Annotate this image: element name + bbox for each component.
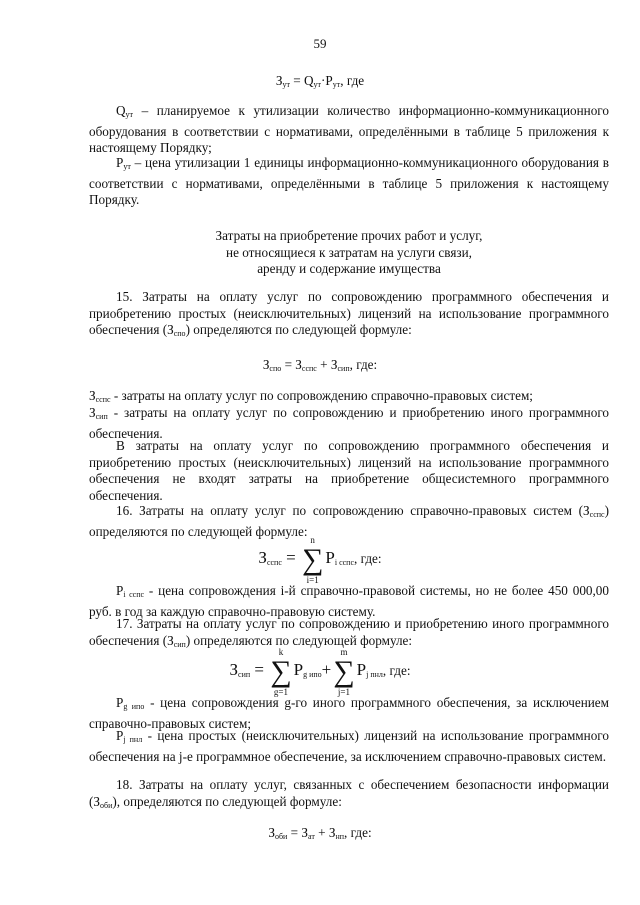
formula-sip: $З_{сип}$ = k ∑ g=1 $P_{g ипо}+$ m ∑ j=1 $P_{j пнл}$, где: xyxy=(229,647,411,697)
definition-pj: $P_{j пнл}$ - цена простых (неисключительных) лицензий на использование программного обеспечения на j-е программное обеспечение, за исключением справочно-правовых систем. xyxy=(89,728,609,764)
definition-pi: $P_{i сспс}$ - цена сопровождения i-й справочно-правовой системы, но не более 450 000,00 руб. в год за каждую справочно-правовую систему. xyxy=(89,583,609,619)
paragraph-16: 16. Затраты на оплату услуг по сопровождению справочно-правовых систем $(З_{сспс})$ определяются по следующей формуле: xyxy=(89,503,609,539)
paragraph-15: 15. Затраты на оплату услуг по сопровождению программного обеспечения и приобретению простых (неисключительных) лицензий на использование программного обеспечения $(З_{спо})$ определяются по следующей формуле: xyxy=(89,289,609,339)
formula-spo: $З_{спо} = З_{сспс} + З_{сип}$, где: xyxy=(262,357,378,373)
sum-symbol: n ∑ i=1 xyxy=(301,535,324,585)
definition-sip: $З_{сип}$ - затраты на оплату услуг по сопровождению и приобретению иного программного обеспечения. xyxy=(89,405,609,441)
definition-sspc: $З_{сспс}$ - затраты на оплату услуг по сопровождению справочно-правовых систем; xyxy=(89,388,533,404)
page-number: 59 xyxy=(313,36,327,51)
definition-pg: $P_{g ипо}$ - цена сопровождения g-го иного программного обеспечения, за исключением справочно-правовых систем; xyxy=(89,695,610,731)
paragraph-exclusion: В затраты на оплату услуг по сопровождению программного обеспечения и приобретению простых (неисключительных) лицензий на использование программного обеспечения не входят затраты на приобретение общесистемного программного обеспечения. xyxy=(89,438,609,503)
formula-sspc: $З_{сспс}$ = n ∑ i=1 $P_{i сспс}$, где: xyxy=(258,535,382,585)
sum-symbol-k: k ∑ g=1 xyxy=(270,647,292,697)
formula-obi: $З_{оби} = З_{ат} + З_{нп}$, где: xyxy=(268,825,372,841)
definition-q: $Q_{ут}$ – планируемое к утилизации количество информационно-коммуникационного оборудования в соответствии с нормативами, определёнными в таблице 5 приложения к настоящему Порядку; xyxy=(89,103,609,156)
section-heading: Затраты на приобретение прочих работ и услуг, не относящиеся к затратам на услуги связи, аренду и содержание имущества xyxy=(215,228,483,277)
sum-symbol-m: m ∑ j=1 xyxy=(333,647,355,697)
paragraph-17: 17. Затраты на оплату услуг по сопровождению и приобретению иного программного обеспечения $(З_{сип})$ определяются по следующей формуле: xyxy=(89,616,609,649)
definition-p: $P_{ут}$ – цена утилизации 1 единицы информационно-коммуникационного оборудования в соответствии с нормативами, определёнными в таблице 5 приложения к настоящему Порядку. xyxy=(89,155,609,208)
paragraph-18: 18. Затраты на оплату услуг, связанных с обеспечением безопасности информации $(З_{оби})$, определяются по следующей формуле: xyxy=(89,777,609,810)
formula-utilization: $З_{ут} = Q_{ут}\cdot P_{ут}$, где xyxy=(275,73,365,89)
